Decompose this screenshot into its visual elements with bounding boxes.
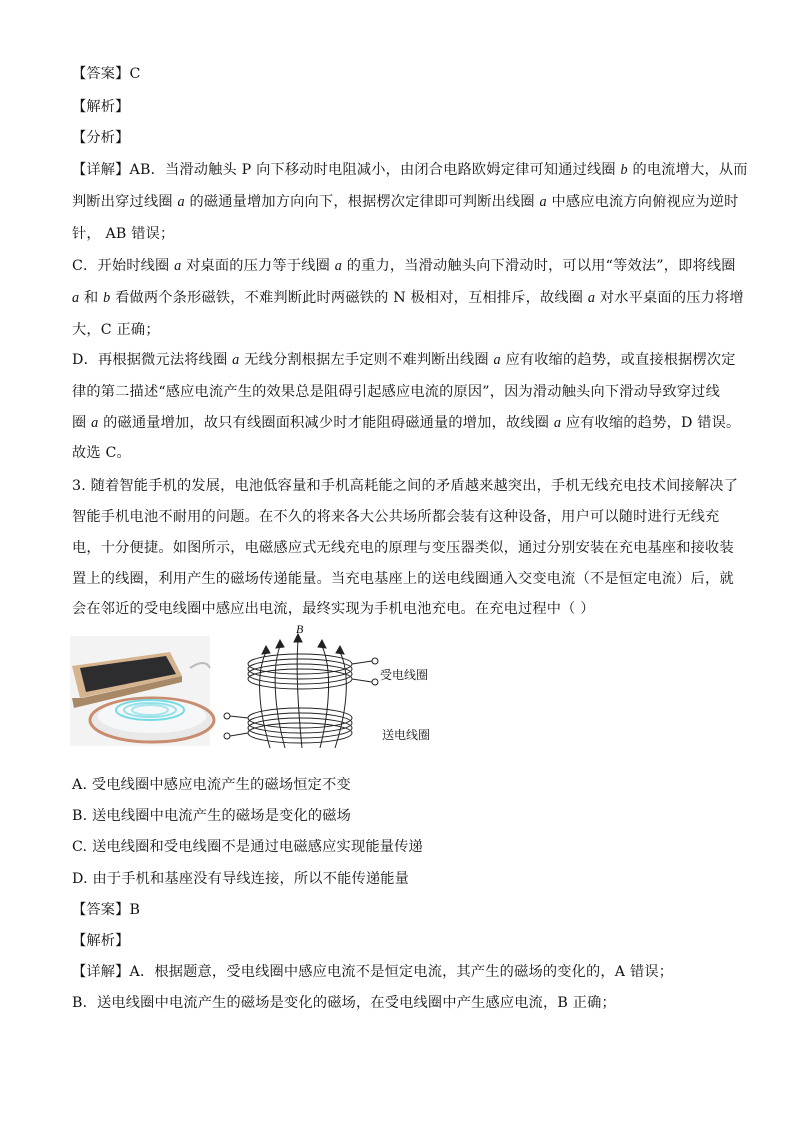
detail-line-8: 律的第二描述“感应电流产生的效果总是阻碍引起感应电流的原因”，因为滑动触头向下滑动导致穿过线	[72, 384, 720, 400]
receive-coil-label: 受电线圈	[380, 668, 429, 682]
field-b-label: B	[296, 622, 304, 636]
detail2-line-2: B．送电线圈中电流产生的磁场是变化的磁场，在受电线圈中产生感应电流，B 正确；	[72, 995, 616, 1011]
question-line-1: 3. 随着智能手机的发展，电池低容量和手机高耗能之间的矛盾越来越突出，手机无线充电技术间接解决了	[72, 478, 739, 494]
fenxi-label: 【分析】	[72, 130, 130, 146]
wireless-charging-figure	[70, 622, 470, 752]
option-b: B. 送电线圈中电流产生的磁场是变化的磁场	[72, 808, 352, 824]
detail-line-7: D．再根据微元法将线圈 a 无线分割根据左手定则不难判断出线圈 a 应有收缩的趋势，或直接根据楞次定	[72, 352, 736, 368]
question-line-5: 会在邻近的受电线圈中感应出电流，最终实现为手机电池充电。在充电过程中（ ）	[72, 601, 595, 617]
send-coil-label: 送电线圈	[382, 728, 431, 742]
conclusion-line: 故选 C。	[72, 445, 131, 461]
analysis-label-2: 【解析】	[72, 933, 130, 949]
detail-line-5: a 和 b 看做两个条形磁铁，不难判断此时两磁铁的 N 极相对，互相排斥，故线圈 a 对水平桌面的压力将增	[72, 290, 744, 306]
coil-diagram	[224, 634, 378, 748]
detail-line-9: 圈 a 的磁通量增加，故只有线圈面积减少时才能阻碍磁通量的增加，故线圈 a 应有收缩的趋势，D 错误。	[72, 415, 741, 431]
detail-line-4: C．开始时线圈 a 对桌面的压力等于线圈 a 的重力，当滑动触头向下滑动时，可以用“等效法”，即将线圈	[72, 258, 736, 274]
charger-photo	[70, 636, 214, 746]
detail-line-1: 【详解】AB．当滑动触头 P 向下移动时电阻减小，由闭合电路欧姆定律可知通过线圈 b 的电流增大，从而	[72, 162, 748, 178]
answer-label-2: 【答案】B	[72, 902, 141, 918]
question-line-4: 置上的线圈，利用产生的磁场传递能量。当充电基座上的送电线圈通入交变电流（不是恒定电流）后，就	[72, 571, 734, 587]
question-line-2: 智能手机电池不耐用的问题。在不久的将来各大公共场所都会装有这种设备，用户可以随时进行无线充	[72, 509, 720, 525]
option-c: C. 送电线圈和受电线圈不是通过电磁感应实现能量传递	[72, 839, 423, 855]
option-d: D. 由于手机和基座没有导线连接，所以不能传递能量	[72, 871, 410, 887]
detail2-line-1: 【详解】A．根据题意，受电线圈中感应电流不是恒定电流，其产生的磁场的变化的，A 错误；	[72, 964, 674, 980]
detail-line-3: 针， AB 错误；	[72, 226, 175, 242]
analysis-label: 【解析】	[72, 99, 130, 115]
option-a: A. 受电线圈中感应电流产生的磁场恒定不变	[72, 777, 351, 793]
answer-label: 【答案】C	[72, 66, 141, 82]
detail-line-6: 大，C 正确；	[72, 322, 160, 338]
detail-line-2: 判断出穿过线圈 a 的磁通量增加方向向下，根据楞次定律即可判断出线圈 a 中感应电流方向俯视应为逆时	[72, 194, 739, 210]
question-line-3: 电，十分便捷。如图所示，电磁感应式无线充电的原理与变压器类似，通过分别安装在充电基座和接收装	[72, 540, 734, 556]
